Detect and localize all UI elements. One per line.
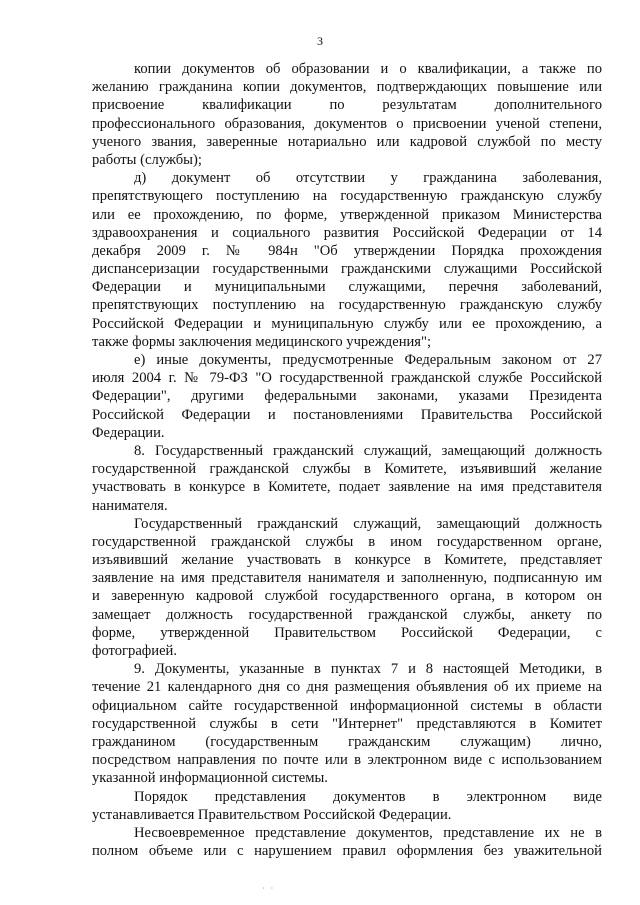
text-line: замещает должность государственной гражданской службы, анкету по: [92, 606, 602, 623]
footer-mark: · ·: [262, 884, 276, 893]
text-line: нанимателя.: [92, 497, 168, 514]
text-line: Российской Федерации и муниципальную службу или ее прохождению, а: [92, 315, 602, 332]
text-line: участвовать в конкурсе в Комитете, подает заявление на имя представителя: [92, 479, 602, 496]
text-line: 8. Государственный гражданский служащий, замещающий должность: [134, 442, 602, 459]
text-line: ученого звания, заверенные нотариально или кадровой службой по месту: [92, 133, 602, 150]
text-line: Несвоевременное представление документов, представление их не в: [134, 824, 602, 841]
text-line: фотографией.: [92, 643, 178, 659]
text-line: Федерации.: [92, 424, 165, 441]
text-line: Государственный гражданский служащий, замещающий должность: [134, 515, 602, 532]
text-line: заявление на имя представителя нанимателя и заполненную, подписанную им: [92, 570, 602, 587]
text-line: государственной гражданской службы в Комитете, изъявивший желание: [92, 461, 602, 478]
text-line: Федерации", другими федеральными законами, указами Президента: [92, 388, 602, 405]
text-line: декабря 2009 г. № 984н "Об утверждении Порядка прохождения: [92, 242, 602, 259]
text-line: 9. Документы, указанные в пунктах 7 и 8 настоящей Методики, в: [134, 661, 602, 678]
text-line: устанавливается Правительством Российской Федерации.: [92, 806, 452, 823]
text-line: указанной информационной системы.: [92, 770, 328, 787]
text-line: работы (службы);: [92, 151, 202, 168]
text-line: или ее прохождению, по форме, утвержденной приказом Министерства: [92, 206, 602, 223]
text-line: Российской Федерации и постановлениями Правительства Российской: [92, 406, 602, 423]
text-line: полном объеме или с нарушением правил оформления без уважительной: [92, 843, 602, 860]
text-line: профессионального образования, документов о присвоении ученой степени,: [92, 115, 602, 132]
text-line: препятствующего поступлению на государственную гражданскую службу: [92, 188, 602, 205]
text-line: гражданином (государственным гражданским служащим) лично,: [92, 733, 602, 750]
text-line: посредством направления по почте или в электронном виде с использованием: [92, 752, 602, 769]
text-line: изъявивший желание участвовать в конкурсе в Комитете, представляет: [92, 552, 602, 569]
text-line: форме, утвержденной Правительством Российской Федерации, с: [92, 624, 602, 641]
text-line: диспансеризации государственными гражданскими служащими Российской: [92, 261, 602, 278]
text-line: государственной службы в сети "Интернет" представляются в Комитет: [92, 715, 602, 732]
text-line: государственной гражданской службы в ином государственном органе,: [92, 533, 602, 550]
text-line: здравоохранения и социального развития Российской Федерации от 14: [92, 224, 602, 241]
text-line: официальном сайте государственной информационной системы в области: [92, 697, 602, 714]
text-line: д) документ об отсутствии у гражданина заболевания,: [134, 170, 602, 187]
text-line: присвоение квалификации по результатам дополнительного: [92, 97, 602, 114]
text-line: е) иные документы, предусмотренные Федеральным законом от 27: [134, 352, 602, 368]
text-line: Порядок представления документов в электронном виде: [134, 788, 602, 805]
text-line: Федерации и муниципальными служащими, перечня заболеваний,: [92, 279, 602, 296]
text-line: течение 21 календарного дня со дня размещения объявления об их приеме на: [92, 679, 602, 696]
text-line: желанию гражданина копии документов, подтверждающих повышение или: [92, 79, 602, 96]
text-line: также формы заключения медицинского учреждения";: [92, 333, 432, 350]
text-line: и заверенную кадровой службой государственного органа, в котором он: [92, 588, 602, 605]
text-line: препятствующих поступлению на государственную гражданскую службу: [92, 297, 602, 314]
text-line: июля 2004 г. № 79-ФЗ "О государственной гражданской службе Российской: [92, 370, 602, 387]
document-body: [92, 60, 602, 860]
text-line: копии документов об образовании и о квалификации, а также по: [134, 61, 602, 77]
page-number: 3: [317, 34, 323, 48]
